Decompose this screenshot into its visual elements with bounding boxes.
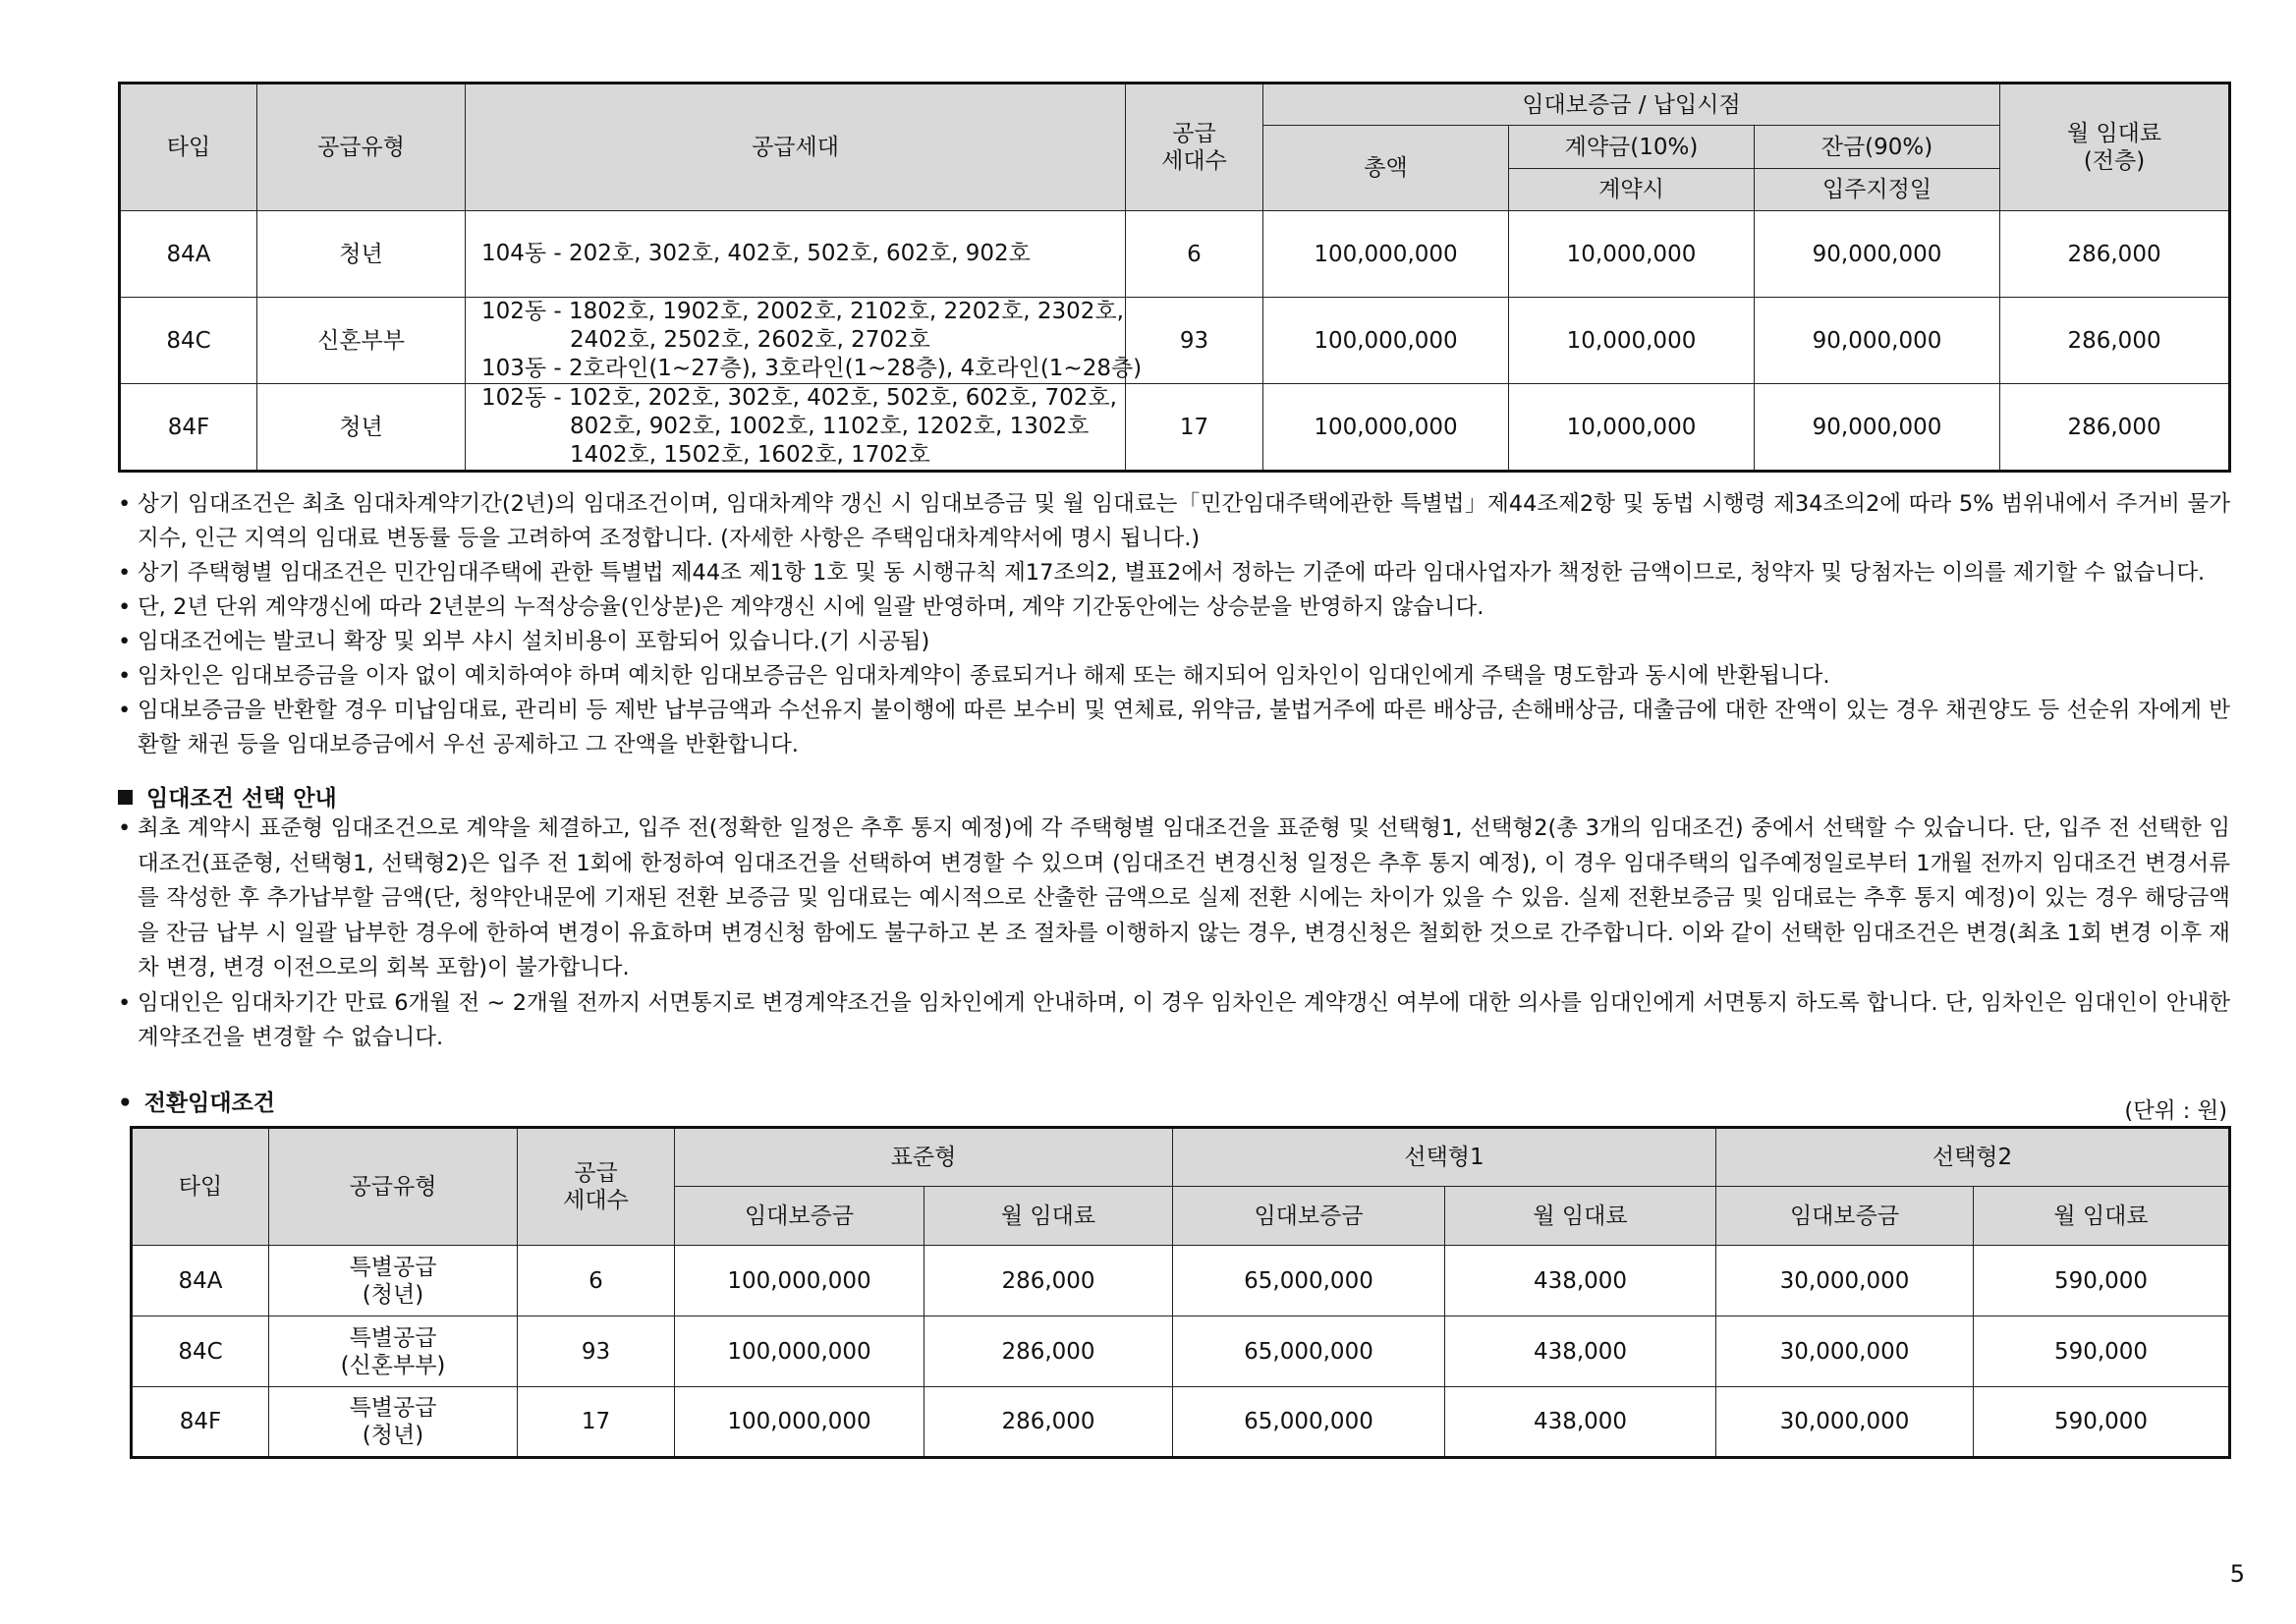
header-deposit: 임대보증금 — [1716, 1187, 1974, 1246]
note-item: • 임대조건에는 발코니 확장 및 외부 샤시 설치비용이 포함되어 있습니다.(기 시공됨) — [118, 625, 2230, 659]
cell-count: 93 — [518, 1316, 675, 1387]
cell-standard-rent: 286,000 — [924, 1316, 1173, 1387]
note-item: • 임차인은 임대보증금을 이자 없이 예치하여야 하며 예치한 임대보증금은 임대차계약이 종료되거나 해제 또는 해지되어 임차인이 임대인에게 주택을 명도함과 동시에 반환됩니다. — [118, 659, 2230, 694]
cell-balance: 90,000,000 — [1755, 211, 2000, 298]
cell-standard-deposit: 100,000,000 — [675, 1387, 924, 1458]
note-item: • 최초 계약시 표준형 임대조건으로 계약을 체결하고, 입주 전(정확한 일정은 추후 통지 예정)에 각 주택형별 임대조건을 표준형 및 선택형1, 선택형2(총 3개의 임대조건) 중에서 선택할 수 있습니다. 단, 입주 전 선택한 임대조건(표준형, 선택형1, 선택형2)은 입주 전 1회에 한정하여 임대조건을 선택하여 변경할 수 있으며 (임대조건 변경신청 일정은 추후 통지 예정), 이 경우 임대주택의 입주예정일로부터 1개월 전까지 임대조건 변경서류를 작성한 후 추가납부할 금액(단, 청약안내문에 기재된 전환 보증금 및 임대료는 예시적으로 산출한 금액으로 실제 전환 시에는 차이가 있을 수 있음. 실제 전환보증금 및 임대료는 추후 통지 예정)이 있는 경우 해당금액을 잔금 납부 시 일괄 납부한 경우에 한하여 변경이 유효하며 변경신청 함에도 불구하고 본 조 절차를 이행하지 않는 경우, 변경신청은 철회한 것으로 간주합니다. 이와 같이 선택한 임대조건은 변경(최초 1회 변경 이후 재차 변경, 변경 이전으로의 회복 포함)이 불가합니다. — [118, 812, 2230, 986]
cell-total: 100,000,000 — [1263, 298, 1509, 384]
cell-option1-rent: 438,000 — [1445, 1246, 1716, 1316]
header-deposit: 임대보증금 — [675, 1187, 924, 1246]
rent-conditions-table — [118, 82, 2231, 473]
cell-option1-deposit: 65,000,000 — [1173, 1316, 1445, 1387]
cell-supply: 청년 — [257, 211, 466, 298]
section-title-selection: 임대조건 선택 안내 — [118, 780, 337, 812]
table-row — [132, 1246, 2230, 1316]
cell-type: 84F — [120, 384, 257, 472]
rent-notes — [118, 487, 2230, 762]
cell-type: 84F — [132, 1387, 269, 1458]
cell-standard-deposit: 100,000,000 — [675, 1246, 924, 1316]
header-type: 타입 — [132, 1128, 269, 1246]
cell-rent: 286,000 — [2000, 211, 2230, 298]
table-row — [120, 298, 2230, 384]
cell-supply: 특별공급 (청년) — [269, 1387, 518, 1458]
cell-units: 104동 - 202호, 302호, 402호, 502호, 602호, 902호 — [466, 211, 1126, 298]
header-type: 타입 — [120, 84, 257, 211]
cell-count: 17 — [518, 1387, 675, 1458]
note-item: • 임대인은 임대차기간 만료 6개월 전 ~ 2개월 전까지 서면통지로 변경계약조건을 임차인에게 안내하며, 이 경우 임차인은 계약갱신 여부에 대한 의사를 임대인에게 서면통지 하도록 합니다. 단, 임차인은 임대인이 안내한 계약조건을 변경할 수 없습니다. — [118, 986, 2230, 1056]
header-rent: 월 임대료 — [1445, 1187, 1716, 1246]
header-contract-when: 계약시 — [1509, 169, 1755, 211]
bullet-icon: • — [118, 1091, 133, 1116]
cell-type: 84C — [120, 298, 257, 384]
cell-count: 6 — [518, 1246, 675, 1316]
page-number: 5 — [2229, 1560, 2245, 1588]
unit-note: (단위 : 원) — [2124, 1098, 2227, 1124]
cell-contract: 10,000,000 — [1509, 384, 1755, 472]
note-item: • 상기 임대조건은 최초 임대차계약기간(2년)의 임대조건이며, 임대차계약 갱신 시 임대보증금 및 월 임대료는「민간임대주택에관한 특별법」제44조제2항 및 동법 시행령 제34조의2에 따라 5% 범위내에서 주거비 물가지수, 인근 지역의 임대료 변동률 등을 고려하여 조정합니다. (자세한 사항은 주택임대차계약서에 명시 됩니다.) — [118, 487, 2230, 556]
cell-units: 102동 - 1802호, 1902호, 2002호, 2102호, 2202호, 2302호, 2402호, 2502호, 2602호, 2702호 103동 - 2호라인(1~27층), 3호라인(1~28층), 4호라인(1~28층) — [466, 298, 1126, 384]
cell-total: 100,000,000 — [1263, 211, 1509, 298]
table-row — [120, 384, 2230, 472]
cell-standard-rent: 286,000 — [924, 1387, 1173, 1458]
cell-option1-deposit: 65,000,000 — [1173, 1246, 1445, 1316]
cell-rent: 286,000 — [2000, 298, 2230, 384]
header-supply-type: 공급유형 — [269, 1128, 518, 1246]
cell-option2-rent: 590,000 — [1974, 1316, 2230, 1387]
table-row — [132, 1316, 2230, 1387]
cell-option2-deposit: 30,000,000 — [1716, 1387, 1974, 1458]
note-item: • 단, 2년 단위 계약갱신에 따라 2년분의 누적상승율(인상분)은 계약갱신 시에 일괄 반영하며, 계약 기간동안에는 상승분을 반영하지 않습니다. — [118, 590, 2230, 625]
cell-supply: 특별공급 (신혼부부) — [269, 1316, 518, 1387]
cell-units: 102동 - 102호, 202호, 302호, 402호, 502호, 602호, 702호, 802호, 902호, 1002호, 1102호, 1202호, 1302호 1402호, 1502호, 1602호, 1702호 — [466, 384, 1126, 472]
header-count: 공급 세대수 — [518, 1128, 675, 1246]
header-rent: 월 임대료 — [1974, 1187, 2230, 1246]
header-deposit: 임대보증금 — [1173, 1187, 1445, 1246]
header-option1: 선택형1 — [1173, 1128, 1716, 1187]
table-row — [132, 1387, 2230, 1458]
conversion-conditions-table — [130, 1126, 2231, 1459]
cell-type: 84A — [132, 1246, 269, 1316]
cell-option1-rent: 438,000 — [1445, 1316, 1716, 1387]
cell-option2-rent: 590,000 — [1974, 1387, 2230, 1458]
square-bullet-icon — [118, 790, 133, 805]
section-title-conversion: • 전환임대조건 — [118, 1091, 276, 1116]
cell-count: 6 — [1126, 211, 1263, 298]
selection-notes — [118, 812, 2230, 1056]
cell-standard-deposit: 100,000,000 — [675, 1316, 924, 1387]
header-contract: 계약금(10%) — [1509, 126, 1755, 169]
cell-balance: 90,000,000 — [1755, 384, 2000, 472]
cell-option2-deposit: 30,000,000 — [1716, 1246, 1974, 1316]
cell-contract: 10,000,000 — [1509, 298, 1755, 384]
header-rent: 월 임대료 (전층) — [2000, 84, 2230, 211]
cell-type: 84A — [120, 211, 257, 298]
cell-standard-rent: 286,000 — [924, 1246, 1173, 1316]
cell-contract: 10,000,000 — [1509, 211, 1755, 298]
header-units: 공급세대 — [466, 84, 1126, 211]
note-item: • 임대보증금을 반환할 경우 미납임대료, 관리비 등 제반 납부금액과 수선유지 불이행에 따른 보수비 및 연체료, 위약금, 불법거주에 따른 배상금, 손해배상금, 대출금에 대한 잔액이 있는 경우 채권양도 등 선순위 자에게 반환할 채권 등을 임대보증금에서 우선 공제하고 그 잔액을 반환합니다. — [118, 694, 2230, 762]
cell-balance: 90,000,000 — [1755, 298, 2000, 384]
header-option2: 선택형2 — [1716, 1128, 2230, 1187]
table-row — [120, 211, 2230, 298]
header-deposit-group: 임대보증금 / 납입시점 — [1263, 84, 2000, 126]
cell-option1-deposit: 65,000,000 — [1173, 1387, 1445, 1458]
cell-option2-deposit: 30,000,000 — [1716, 1316, 1974, 1387]
cell-total: 100,000,000 — [1263, 384, 1509, 472]
cell-count: 93 — [1126, 298, 1263, 384]
header-balance: 잔금(90%) — [1755, 126, 2000, 169]
cell-option2-rent: 590,000 — [1974, 1246, 2230, 1316]
header-balance-when: 입주지정일 — [1755, 169, 2000, 211]
header-total: 총액 — [1263, 126, 1509, 211]
cell-type: 84C — [132, 1316, 269, 1387]
header-supply-type: 공급유형 — [257, 84, 466, 211]
cell-supply: 특별공급 (청년) — [269, 1246, 518, 1316]
cell-supply: 신혼부부 — [257, 298, 466, 384]
cell-rent: 286,000 — [2000, 384, 2230, 472]
note-item: • 상기 주택형별 임대조건은 민간임대주택에 관한 특별법 제44조 제1항 1호 및 동 시행규칙 제17조의2, 별표2에서 정하는 기준에 따라 임대사업자가 책정한 금액이므로, 청약자 및 당첨자는 이의를 제기할 수 없습니다. — [118, 556, 2230, 590]
header-standard: 표준형 — [675, 1128, 1173, 1187]
cell-count: 17 — [1126, 384, 1263, 472]
cell-supply: 청년 — [257, 384, 466, 472]
header-count: 공급 세대수 — [1126, 84, 1263, 211]
cell-option1-rent: 438,000 — [1445, 1387, 1716, 1458]
header-rent: 월 임대료 — [924, 1187, 1173, 1246]
